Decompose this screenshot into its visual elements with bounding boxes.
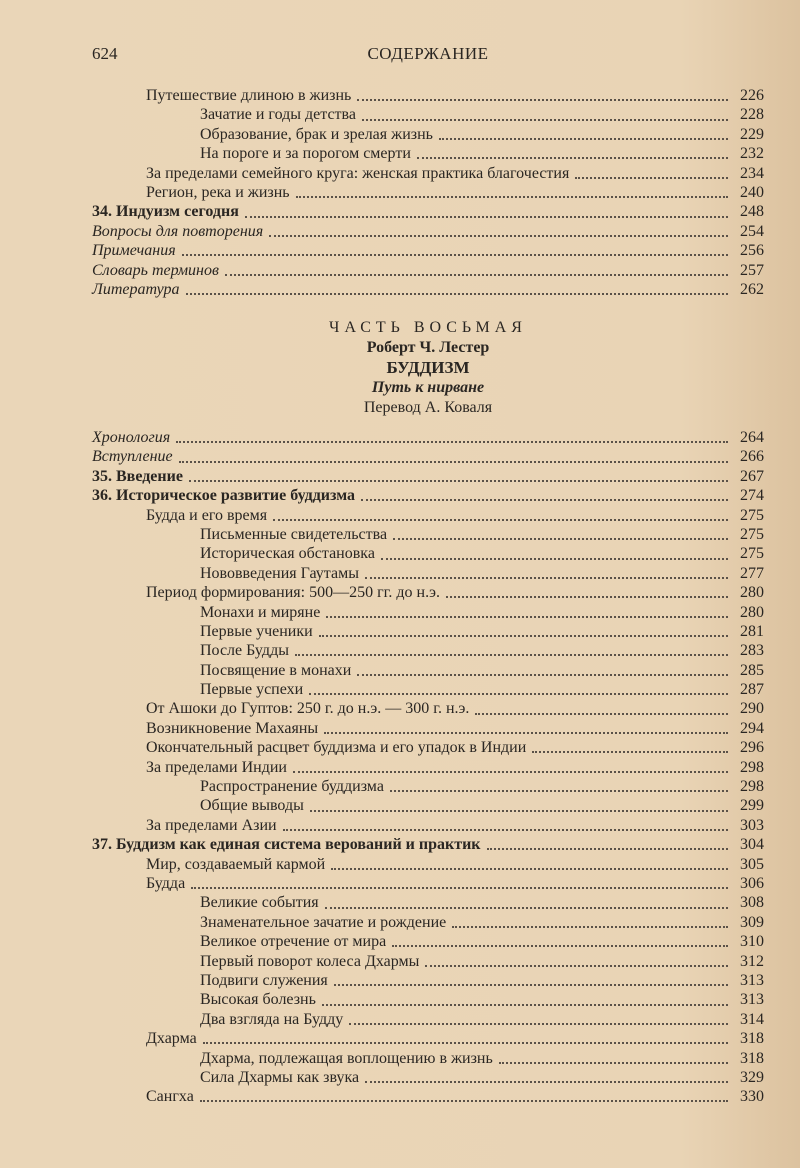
dot-leader bbox=[532, 750, 728, 753]
dot-leader bbox=[362, 118, 728, 121]
toc-entry bbox=[92, 874, 764, 893]
toc-entry-title: Примечания bbox=[92, 242, 176, 260]
toc-entry-page: 234 bbox=[740, 164, 764, 182]
dot-leader bbox=[322, 1003, 728, 1006]
toc-entry-page: 290 bbox=[740, 700, 764, 718]
toc-entry bbox=[92, 758, 764, 777]
dot-leader bbox=[390, 789, 728, 792]
toc-entry-page: 309 bbox=[740, 913, 764, 931]
dot-leader bbox=[310, 809, 728, 812]
dot-leader bbox=[191, 886, 728, 889]
page-number: 624 bbox=[92, 44, 118, 63]
toc-entry bbox=[92, 699, 764, 718]
toc-entry-title: Дхарма bbox=[146, 1030, 197, 1048]
toc-entry bbox=[92, 913, 764, 932]
dot-leader bbox=[182, 253, 728, 256]
toc-entry-title: Окончательный расцвет буддизма и его упадок в Индии bbox=[146, 739, 527, 757]
dot-leader bbox=[309, 692, 728, 695]
dot-leader bbox=[319, 634, 728, 637]
toc-entry bbox=[92, 893, 764, 912]
toc-entry-title: Вопросы для повторения bbox=[92, 222, 264, 240]
toc-entry bbox=[92, 622, 764, 641]
toc-entry-title: Посвящение в монахи bbox=[200, 661, 352, 679]
page-header bbox=[92, 44, 764, 68]
dot-leader bbox=[349, 1022, 728, 1025]
dot-leader bbox=[357, 673, 728, 676]
toc-entry-page: 287 bbox=[740, 681, 764, 699]
toc-entry-page: 283 bbox=[740, 642, 764, 660]
dot-leader bbox=[245, 215, 728, 218]
toc-entry-page: 281 bbox=[740, 622, 764, 640]
dot-leader bbox=[392, 944, 728, 947]
toc-entry bbox=[92, 447, 764, 466]
toc-entry-page: 305 bbox=[740, 855, 764, 873]
part-subtitle: Путь к нирване bbox=[371, 379, 485, 396]
toc-entry-title: Знаменательное зачатие и рождение bbox=[200, 913, 447, 931]
toc-entry-page: 304 bbox=[740, 836, 764, 854]
toc-entry bbox=[92, 1087, 764, 1106]
toc-entry-page: 296 bbox=[740, 739, 764, 757]
toc-entry-title: 35. Введение bbox=[92, 467, 183, 485]
dot-leader bbox=[475, 712, 728, 715]
dot-leader bbox=[331, 867, 728, 870]
toc-entry bbox=[92, 1049, 764, 1068]
toc-entry-page: 299 bbox=[740, 797, 764, 815]
dot-leader bbox=[296, 195, 728, 198]
toc-entry bbox=[92, 564, 764, 583]
dot-leader bbox=[283, 828, 728, 831]
toc-entry bbox=[92, 467, 764, 486]
running-title: СОДЕРЖАНИЕ bbox=[367, 44, 489, 63]
toc-entry-title: Сила Дхармы как звука bbox=[200, 1068, 360, 1086]
toc-entry-title: Высокая болезнь bbox=[200, 991, 316, 1009]
toc-entry-page: 313 bbox=[740, 971, 764, 989]
toc-entry-title: Дхарма, подлежащая воплощению в жизнь bbox=[200, 1049, 493, 1067]
toc-entry bbox=[92, 183, 764, 202]
toc-entry-title: Образование, брак и зрелая жизнь bbox=[200, 125, 433, 143]
toc-entry bbox=[92, 932, 764, 951]
toc-entry bbox=[92, 738, 764, 757]
toc-entry-title: 37. Буддизм как единая система верований и практик bbox=[92, 836, 481, 854]
toc-entry-title: Великое отречение от мира bbox=[200, 933, 387, 951]
toc-entry-page: 280 bbox=[740, 603, 764, 621]
toc-entry bbox=[92, 525, 764, 544]
dot-leader bbox=[357, 98, 728, 101]
toc-entry bbox=[92, 202, 764, 221]
toc-entry bbox=[92, 661, 764, 680]
dot-leader bbox=[499, 1061, 728, 1064]
toc-entry bbox=[92, 777, 764, 796]
toc-entry-title: Зачатие и годы детства bbox=[200, 106, 356, 124]
toc-entry-page: 329 bbox=[740, 1068, 764, 1086]
toc-entry-page: 318 bbox=[740, 1049, 764, 1067]
toc-entry bbox=[92, 603, 764, 622]
toc-entry-page: 248 bbox=[740, 203, 764, 221]
toc-entry bbox=[92, 680, 764, 699]
toc-entry-page: 303 bbox=[740, 816, 764, 834]
toc-entry-page: 228 bbox=[740, 106, 764, 124]
dot-leader bbox=[425, 964, 728, 967]
toc-entry-title: Распространение буддизма bbox=[200, 778, 384, 796]
toc-entry bbox=[92, 86, 764, 105]
toc-entry bbox=[92, 241, 764, 260]
dot-leader bbox=[186, 292, 728, 295]
toc-entry-title: Путешествие длиною в жизнь bbox=[146, 87, 352, 104]
dot-leader bbox=[179, 460, 728, 463]
toc-entry-page: 264 bbox=[740, 429, 764, 446]
toc-entry-page: 262 bbox=[740, 280, 764, 298]
toc-entry-title: Первые успехи bbox=[200, 681, 304, 699]
toc-entry bbox=[92, 164, 764, 183]
toc-entry-title: Возникновение Махаяны bbox=[146, 719, 319, 737]
toc-entry bbox=[92, 486, 764, 505]
part-author: Роберт Ч. Лестер bbox=[366, 339, 490, 356]
dot-leader bbox=[381, 557, 728, 560]
toc-entry-title: Литература bbox=[92, 280, 180, 298]
toc-entry-title: После Будды bbox=[200, 642, 289, 660]
toc-entry-page: 330 bbox=[740, 1088, 764, 1106]
toc-entry-title: Письменные свидетельства bbox=[200, 525, 388, 543]
toc-entry-title: За пределами Индии bbox=[146, 758, 287, 776]
toc-entry bbox=[92, 583, 764, 602]
part-title: БУДДИЗМ bbox=[386, 358, 470, 377]
dot-leader bbox=[273, 518, 728, 521]
toc-entry-title: Период формирования: 500—250 гг. до н.э. bbox=[146, 584, 440, 602]
toc-entry-page: 294 bbox=[740, 719, 764, 737]
toc-entry bbox=[92, 971, 764, 990]
toc-entry-title: Регион, река и жизнь bbox=[146, 183, 290, 201]
part-heading bbox=[92, 318, 764, 418]
toc-entry-title: Хронология bbox=[92, 429, 171, 446]
toc-section-buddhism bbox=[92, 428, 764, 1107]
toc-entry-page: 267 bbox=[740, 467, 764, 485]
toc-entry-title: Будда bbox=[146, 874, 186, 892]
part-label: ЧАСТЬ ВОСЬМАЯ bbox=[329, 319, 527, 336]
toc-entry-title: За пределами Азии bbox=[146, 816, 277, 834]
toc-entry-page: 254 bbox=[740, 222, 764, 240]
toc-entry-page: 266 bbox=[740, 448, 764, 466]
toc-entry-page: 285 bbox=[740, 661, 764, 679]
dot-leader bbox=[439, 137, 728, 140]
toc-entry-title: Нововведения Гаутамы bbox=[200, 564, 359, 582]
toc-entry-page: 256 bbox=[740, 242, 764, 260]
toc-entry bbox=[92, 222, 764, 241]
toc-entry-title: Первые ученики bbox=[200, 622, 313, 640]
toc-entry bbox=[92, 990, 764, 1009]
toc-entry bbox=[92, 1068, 764, 1087]
toc-entry-page: 313 bbox=[740, 991, 764, 1009]
part-translator: Перевод А. Коваля bbox=[363, 399, 493, 416]
dot-leader bbox=[200, 1099, 728, 1102]
toc-entry-title: За пределами семейного круга: женская практика благочестия bbox=[146, 164, 570, 182]
toc-entry-page: 306 bbox=[740, 874, 764, 892]
dot-leader bbox=[269, 234, 728, 237]
toc-entry bbox=[92, 144, 764, 163]
toc-entry-title: Историческая обстановка bbox=[200, 545, 375, 563]
toc-entry bbox=[92, 855, 764, 874]
dot-leader bbox=[334, 983, 728, 986]
toc-entry-page: 275 bbox=[740, 506, 764, 524]
toc-entry bbox=[92, 506, 764, 525]
dot-leader bbox=[446, 595, 728, 598]
toc-entry bbox=[92, 952, 764, 971]
toc-entry-page: 229 bbox=[740, 125, 764, 143]
dot-leader bbox=[361, 498, 728, 501]
toc-entry-title: 34. Индуизм сегодня bbox=[92, 203, 239, 221]
toc-entry bbox=[92, 719, 764, 738]
toc-entry bbox=[92, 641, 764, 660]
toc-entry-title: Вступление bbox=[92, 448, 173, 466]
toc-entry-page: 275 bbox=[740, 525, 764, 543]
toc-entry-page: 240 bbox=[740, 183, 764, 201]
toc-entry-page: 274 bbox=[740, 487, 764, 505]
dot-leader bbox=[176, 440, 728, 443]
dot-leader bbox=[487, 847, 728, 850]
toc-entry bbox=[92, 816, 764, 835]
toc-entry-title: Сангха bbox=[146, 1088, 194, 1106]
dot-leader bbox=[575, 176, 728, 179]
toc-entry-title: Два взгляда на Будду bbox=[200, 1010, 344, 1028]
dot-leader bbox=[365, 1080, 728, 1083]
toc-entry bbox=[92, 796, 764, 815]
dot-leader bbox=[417, 156, 728, 159]
toc-entry bbox=[92, 428, 764, 447]
toc-section-hinduism bbox=[92, 86, 764, 299]
toc-entry-page: 232 bbox=[740, 145, 764, 163]
toc-entry-title: Общие выводы bbox=[200, 797, 304, 815]
toc-entry bbox=[92, 261, 764, 280]
dot-leader bbox=[189, 479, 728, 482]
toc-entry-title: На пороге и за порогом смерти bbox=[200, 145, 411, 163]
dot-leader bbox=[225, 273, 728, 276]
dot-leader bbox=[452, 925, 728, 928]
dot-leader bbox=[203, 1041, 728, 1044]
toc-entry-page: 280 bbox=[740, 584, 764, 602]
toc-entry bbox=[92, 1029, 764, 1048]
dot-leader bbox=[365, 576, 728, 579]
dot-leader bbox=[293, 770, 728, 773]
toc-entry-page: 308 bbox=[740, 894, 764, 912]
toc-entry bbox=[92, 105, 764, 124]
dot-leader bbox=[324, 731, 728, 734]
toc-entry-title: От Ашоки до Гуптов: 250 г. до н.э. — 300 г. н.э. bbox=[146, 700, 470, 718]
toc-entry-title: Мир, создаваемый кармой bbox=[146, 855, 326, 873]
dot-leader bbox=[393, 537, 728, 540]
toc-entry bbox=[92, 280, 764, 299]
toc-entry-page: 226 bbox=[740, 87, 764, 104]
toc-entry-title: Великие события bbox=[200, 894, 319, 912]
toc-entry-title: 36. Историческое развитие буддизма bbox=[92, 487, 355, 505]
dot-leader bbox=[325, 906, 728, 909]
toc-entry-title: Словарь терминов bbox=[92, 261, 219, 279]
toc-entry-page: 314 bbox=[740, 1010, 764, 1028]
toc-entry bbox=[92, 1010, 764, 1029]
toc-entry bbox=[92, 125, 764, 144]
dot-leader bbox=[295, 653, 728, 656]
toc-entry-page: 310 bbox=[740, 933, 764, 951]
toc-entry bbox=[92, 835, 764, 854]
toc-entry-page: 257 bbox=[740, 261, 764, 279]
toc-entry-title: Первый поворот колеса Дхармы bbox=[200, 952, 420, 970]
toc-entry-page: 298 bbox=[740, 778, 764, 796]
toc-entry bbox=[92, 544, 764, 563]
toc-entry-title: Будда и его время bbox=[146, 506, 268, 524]
toc-entry-page: 298 bbox=[740, 758, 764, 776]
toc-entry-page: 318 bbox=[740, 1030, 764, 1048]
toc-entry-page: 277 bbox=[740, 564, 764, 582]
toc-entry-title: Подвиги служения bbox=[200, 971, 328, 989]
toc-entry-page: 312 bbox=[740, 952, 764, 970]
dot-leader bbox=[326, 615, 728, 618]
toc-entry-title: Монахи и миряне bbox=[200, 603, 321, 621]
toc-entry-page: 275 bbox=[740, 545, 764, 563]
